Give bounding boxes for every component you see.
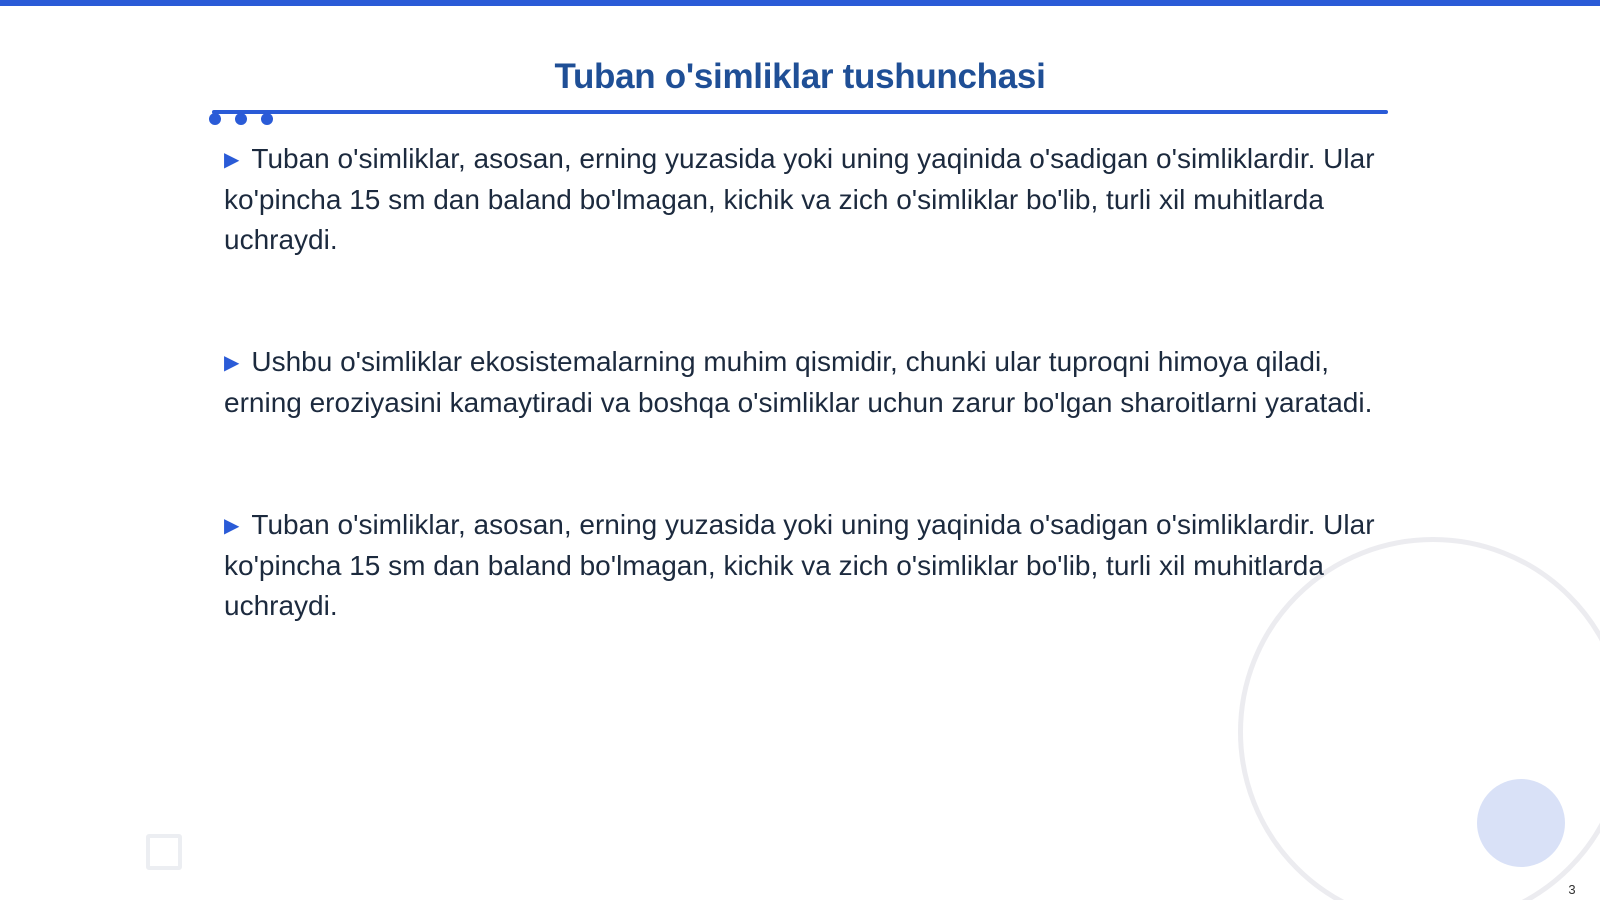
decorative-square (146, 834, 182, 870)
bullet-text: Tuban o'simliklar, asosan, erning yuzasida yoki uning yaqinida o'sadigan o'simliklardir. Ular ko'pincha 15 sm dan baland bo'lmagan, kichik va zich o'simliklar bo'lib, turli xil muhitlarda uchraydi. (224, 509, 1375, 621)
top-accent-bar (0, 0, 1600, 6)
bullet-text: Ushbu o'simliklar ekosistemalarning muhim qismidir, chunki ular tuproqni himoya qiladi, erning eroziyasini kamaytiradi va boshqa o'simliklar uchun zarur bo'lgan sharoitlarni yaratadi. (224, 346, 1373, 418)
bullet-item (224, 139, 1384, 260)
underline-dot (261, 113, 273, 125)
underline-dot (209, 113, 221, 125)
decorative-circle (1477, 779, 1565, 867)
page-number: 3 (1568, 882, 1576, 897)
bullet-arrow-icon: ▶ (224, 149, 240, 171)
bullet-arrow-icon: ▶ (224, 515, 240, 537)
bullet-arrow-icon: ▶ (224, 352, 240, 374)
slide-title: Tuban o'simliklar tushunchasi (554, 57, 1046, 96)
underline-dot (235, 113, 247, 125)
bullet-item (224, 342, 1384, 423)
bullet-list (224, 139, 1384, 708)
bullet-text: Tuban o'simliklar, asosan, erning yuzasida yoki uning yaqinida o'sadigan o'simliklardir. Ular ko'pincha 15 sm dan baland bo'lmagan, kichik va zich o'simliklar bo'lib, turli xil muhitlarda uchraydi. (224, 143, 1375, 255)
title-underline (212, 110, 1388, 114)
bullet-item (224, 505, 1384, 626)
